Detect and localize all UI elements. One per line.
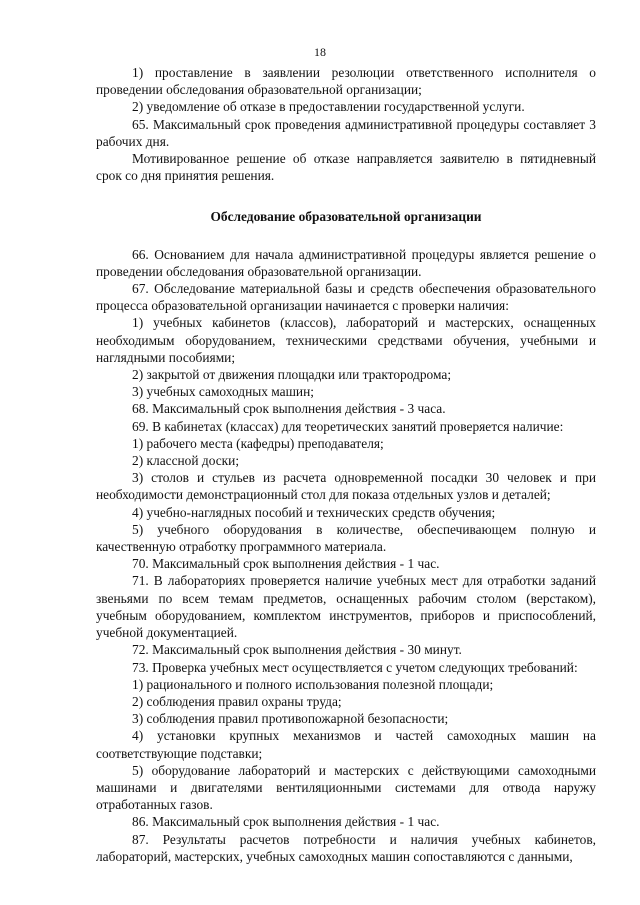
paragraph: 5) оборудование лабораторий и мастерских с действующими самоходными машинами и двигателями вентиляционными системами для отвода наружу отработанных газов. [96,762,596,813]
paragraph: 66. Основанием для начала административной процедуры является решение о проведении обследования образовательной организации. [96,246,596,279]
paragraph: 1) рационального и полного использования полезной площади; [132,676,494,692]
paragraph: 72. Максимальный срок выполнения действия - 30 минут. [132,642,462,658]
paragraph: 73. Проверка учебных мест осуществляется с учетом следующих требований: [132,659,578,675]
paragraph: 2) классной доски; [132,453,240,469]
paragraph: 4) установки крупных механизмов и частей самоходных машин на соответствующие подставки; [96,728,596,761]
section-heading: Обследование образовательной организации [210,209,482,225]
paragraph: 3) столов и стульев из расчета одновременной посадки 30 человек и при необходимости демонстрационный стол для показа отдельных узлов и деталей; [96,470,596,503]
paragraph: 68. Максимальный срок выполнения действия - 3 часа. [132,401,446,417]
paragraph: 1) учебных кабинетов (классов), лабораторий и мастерских, оснащенных необходимым оборудованием, техническими средствами обучения, учебными и наглядными пособиями; [96,315,596,365]
paragraph: 2) закрытой от движения площадки или трактородрома; [132,367,452,383]
paragraph: 1) проставление в заявлении резолюции ответственного исполнителя о проведении обследования образовательной организации; [96,65,596,98]
paragraph: 65. Максимальный срок проведения административной процедуры составляет 3 рабочих дня. [96,116,596,149]
paragraph: 2) соблюдения правил охраны труда; [132,693,342,709]
paragraph: 5) учебного оборудования в количестве, обеспечивающем полную и качественную отработку программного материала. [96,521,596,555]
paragraph: 71. В лабораториях проверяется наличие учебных мест для отработки заданий звеньями по всем темам предметов, оснащенных рабочим столом (верстаком), учебным оборудованием, комплектом инструментов, приборов и приспособлений, учебной документацией. [96,573,596,641]
paragraph: 69. В кабинетах (классах) для теоретических занятий проверяется наличие: [132,418,564,434]
paragraph: 70. Максимальный срок выполнения действия - 1 час. [132,556,440,572]
paragraph: 2) уведомление об отказе в предоставлении государственной услуги. [132,99,525,115]
page-number: 18 [314,45,326,59]
paragraph: 67. Обследование материальной базы и средств обеспечения образовательного процесса образовательной организации начинается с проверки наличия: [96,281,596,314]
document-body [96,64,596,865]
paragraph: 87. Результаты расчетов потребности и наличия учебных кабинетов, лабораторий, мастерских, учебных самоходных машин сопоставляются с данными, [96,831,596,864]
paragraph: 3) учебных самоходных машин; [132,384,314,400]
paragraph: 4) учебно-наглядных пособий и технических средств обучения; [132,504,496,520]
paragraph: 3) соблюдения правил противопожарной безопасности; [132,711,449,727]
paragraph: Мотивированное решение об отказе направляется заявителю в пятидневный срок со дня принятия решения. [96,151,596,184]
paragraph: 86. Максимальный срок выполнения действия - 1 час. [132,814,440,830]
paragraph: 1) рабочего места (кафедры) преподавателя; [132,435,384,451]
